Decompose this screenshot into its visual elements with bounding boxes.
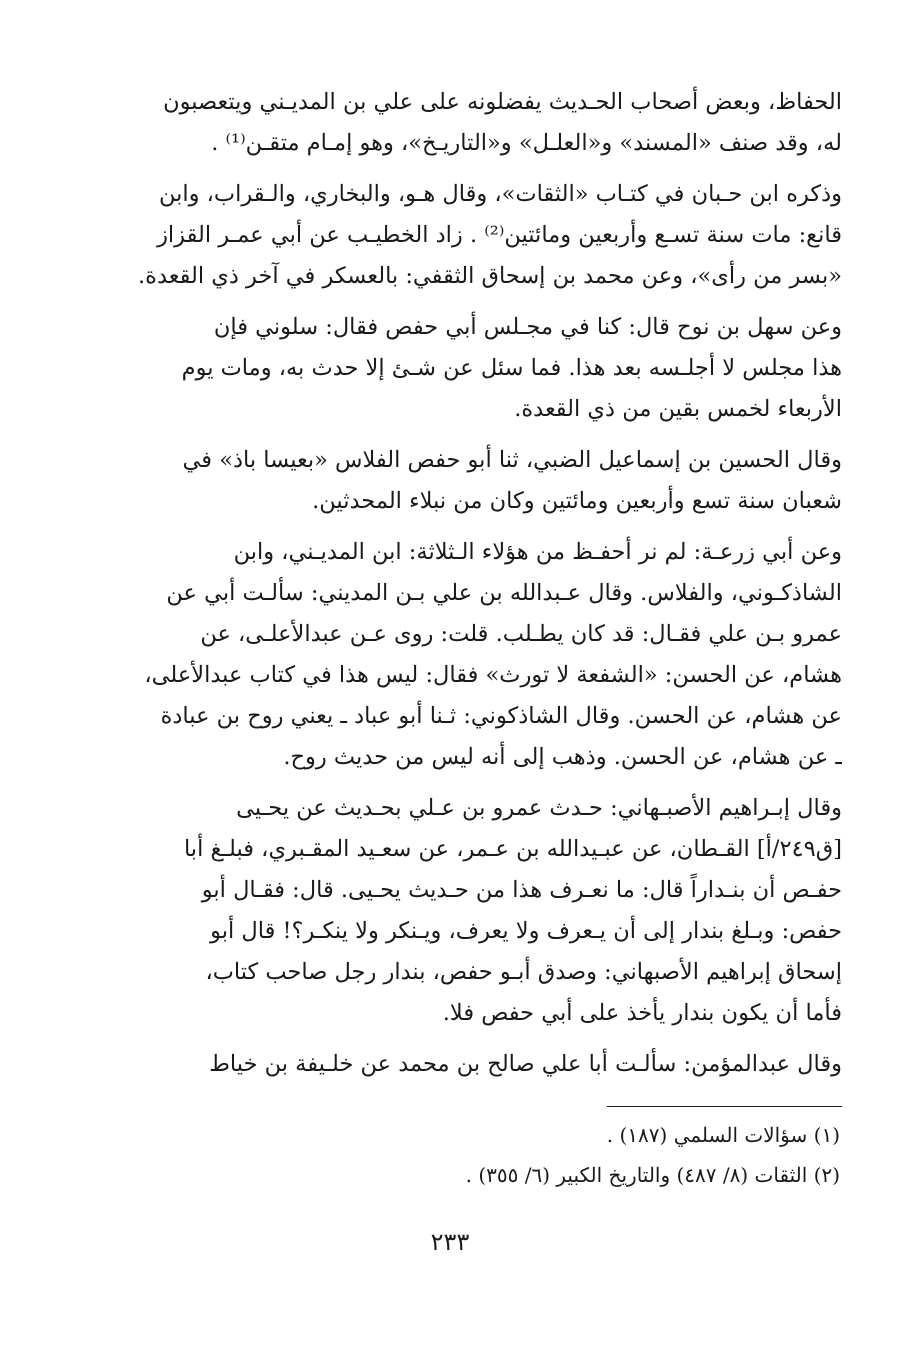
text-line: وقال الحسين بن إسماعيل الضبي، ثنا أبو حفص الفلاس «بعيسا باذ» في	[182, 447, 842, 473]
paragraph	[100, 532, 842, 778]
text-line: حفـص أن بنـداراً قال: ما نعـرف هذا من حـديث يحـيى. قال: فقـال أبو	[201, 877, 842, 903]
text-line: فأما أن يكون بندار يأخذ على أبي حفص فلا.	[442, 1000, 842, 1026]
text-line: له، وقد صنف «المسند» و«العلـل» و«التاريـخ»، وهو إمـام متقـن⁽¹⁾ .	[211, 130, 842, 156]
text-line: وقال عبدالمؤمن: سألـت أبا علي صالح بن محمد عن خلـيفة بن خياط	[209, 1051, 842, 1077]
footnote-separator	[607, 1106, 842, 1107]
text-line: الشاذكـوني، والفلاس. وقال عـبدالله بن علي بـن المديني: سألـت أبي عن	[166, 580, 842, 606]
text-line: حفص: وبـلغ بندار إلى أن يـعرف ولا يعرف، ويـنكر ولا ينكـر؟! قال أبو	[210, 918, 842, 944]
text-line: وعن أبي زرعـة: لم نر أحفـظ من هؤلاء الـثلاثة: ابن المديـني، وابن	[233, 539, 842, 565]
paragraph	[100, 788, 842, 1034]
text-line: عن هشام، عن الحسن. وقال الشاذكوني: ثـنا أبو عباد ـ يعني روح بن عبادة	[160, 703, 842, 729]
page-number: ٢٣٣	[430, 1228, 470, 1256]
text-line: الأربعاء لخمس بقين من ذي القعدة.	[514, 396, 842, 422]
paragraph	[100, 174, 842, 297]
paragraph	[100, 307, 842, 430]
text-line: [ق٢٤٩/أ] القـطان، عن عبـيدالله بن عـمر، عن سعـيد المقـبري، فبلـغ أبا	[183, 836, 842, 862]
text-line: شعبان سنة تسع وأربعين ومائتين وكان من نبلاء المحدثين.	[312, 488, 842, 514]
paragraph	[100, 1044, 842, 1085]
footnote: (٢) الثقات (٨/ ٤٨٧) والتاريخ الكبير (٦/ ٣٥٥) .	[465, 1163, 840, 1187]
text-line: إسحاق إبراهيم الأصبهاني: وصدق أبـو حفص، بندار رجل صاحب كتاب،	[205, 959, 842, 985]
text-line: هشام، عن الحسن: «الشفعة لا تورث» فقال: ليس هذا في كتاب عبدالأعلى،	[144, 662, 842, 688]
footnote: (١) سؤالات السلمي (١٨٧) .	[606, 1123, 840, 1147]
text-line: هذا مجلس لا أجلـسه بعد هذا. فما سئل عن شـئ إلا حدث به، ومات يوم	[181, 355, 842, 381]
paragraph	[100, 440, 842, 522]
text-line: الحفاظ، وبعض أصحاب الحـديث يفضلونه على علي بن المديـني ويتعصبون	[163, 89, 842, 115]
text-line: ـ عن هشام، عن الحسن. وذهب إلى أنه ليس من حديث روح.	[283, 744, 842, 770]
text-line: وعن سهل بن نوح قال: كنا في مجـلس أبي حفص فقال: سلوني فإن	[213, 314, 842, 340]
paragraph	[100, 82, 842, 164]
text-line: «بسر من رأى»، وعن محمد بن إسحاق الثقفي: بالعسكر في آخر ذي القعدة.	[138, 263, 842, 289]
text-line: عمرو بـن علي فقـال: قد كان يطـلب. قلت: روى عـن عبدالأعلـى، عن	[200, 621, 842, 647]
footnotes	[140, 1115, 840, 1195]
text-line: وقال إبـراهيم الأصبـهاني: حـدث عمرو بن عـلي بحـديث عن يحـيى	[236, 795, 842, 821]
page-body	[100, 82, 842, 1095]
text-line: وذكره ابن حـبان في كتـاب «الثقات»، وقال هـو، والبخاري، والـقراب، وابن	[159, 181, 842, 207]
text-line: قانع: مات سنة تسـع وأربعين ومائتين⁽²⁾ . زاد الخطيـب عن أبي عمـر القزاز	[157, 222, 842, 248]
